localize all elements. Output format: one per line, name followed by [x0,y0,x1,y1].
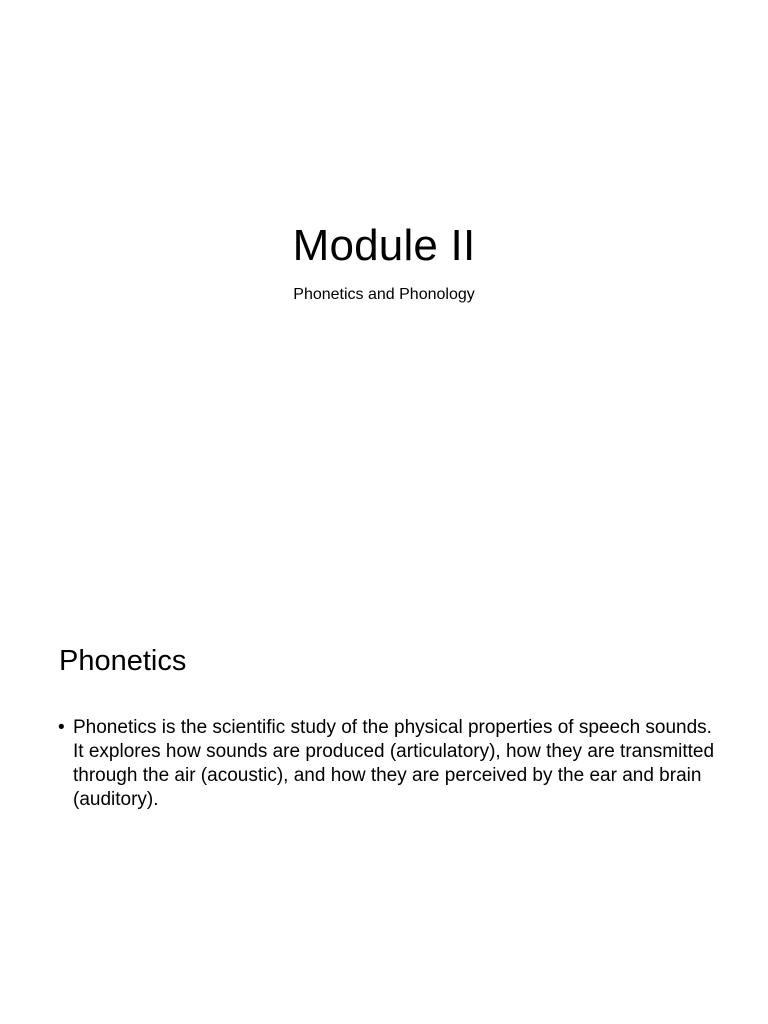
bullet-list [58,716,718,812]
slide-title: Module II [292,221,476,270]
bullet-item [58,716,718,812]
slide-subtitle: Phonetics and Phonology [293,286,475,303]
bullet-text: Phonetics is the scientific study of the physical properties of speech sounds. It explores how sounds are produced (articulatory), how they are transmitted through the air (acoustic), and how they are perceived by the ear and brain (auditory). [73,717,715,810]
title-slide [0,80,768,512]
content-slide [0,590,768,1022]
bullet-mark: • [58,717,65,738]
slide-heading: Phonetics [59,645,187,677]
